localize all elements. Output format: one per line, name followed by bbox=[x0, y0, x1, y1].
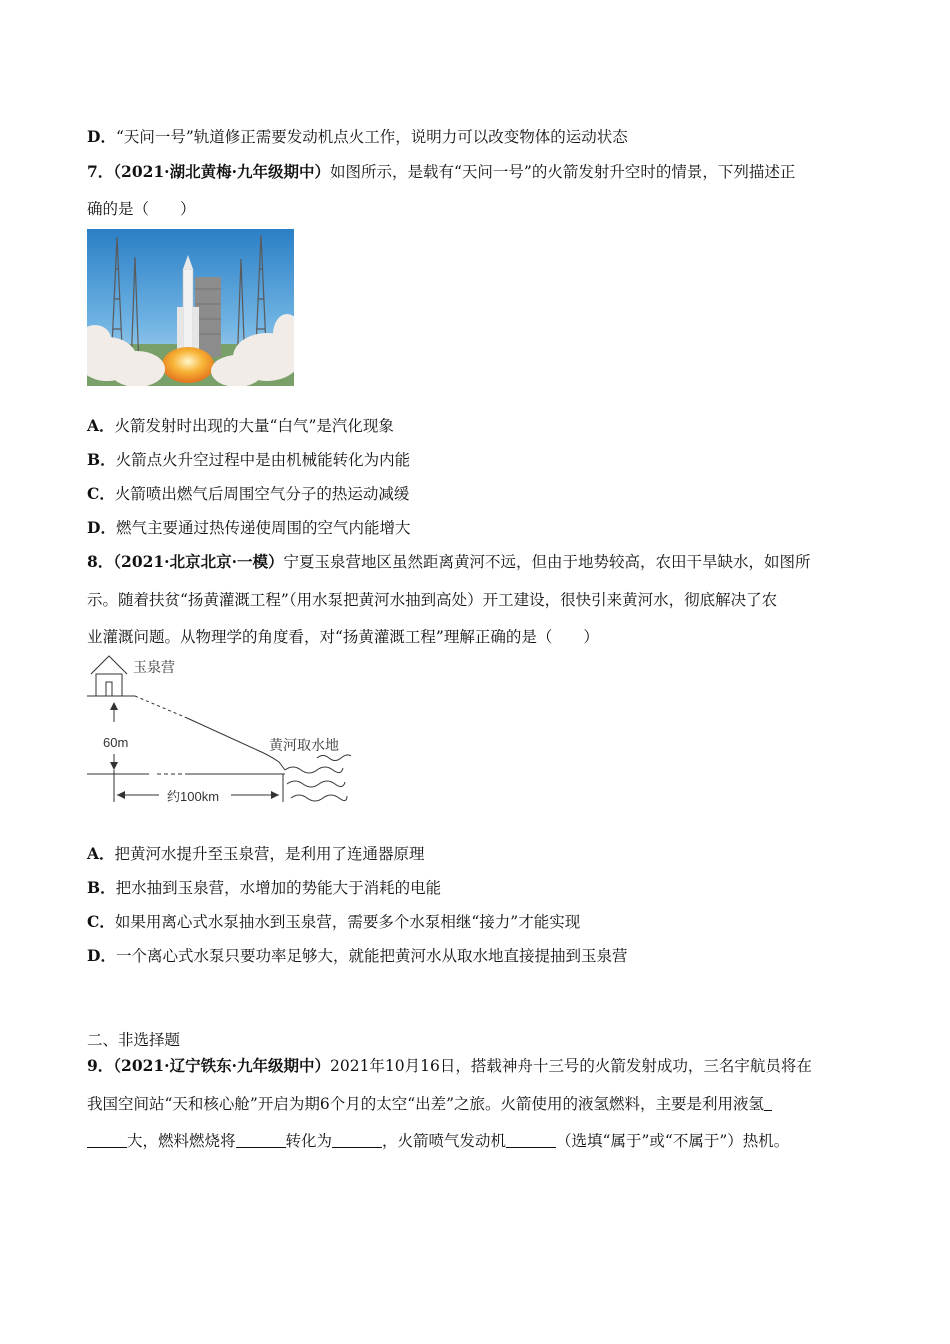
q8-option-d bbox=[87, 946, 627, 966]
option-text: 如果用离心式水泵抽水到玉泉营，需要多个水泵相继“接力”才能实现 bbox=[114, 913, 581, 931]
question-text: 转化为 bbox=[285, 1132, 333, 1150]
option-letter: C． bbox=[87, 912, 115, 931]
question-text: ，火箭喷气发动机 bbox=[382, 1132, 507, 1150]
option-letter: D． bbox=[87, 946, 116, 965]
q7-option-d bbox=[87, 518, 410, 538]
q8-option-a bbox=[87, 844, 425, 864]
option-text: 把黄河水提升至玉泉营，是利用了连通器原理 bbox=[114, 845, 425, 863]
question-text: 大，燃料燃烧将 bbox=[127, 1132, 236, 1150]
water-waves bbox=[285, 755, 351, 801]
option-text: 火箭点火升空过程中是由机械能转化为内能 bbox=[115, 451, 411, 469]
q7-option-c bbox=[87, 484, 409, 504]
question-text: 宁夏玉泉营地区虽然距离黄河不远，但由于地势较高，农田干旱缺水，如图所 bbox=[283, 553, 811, 571]
rocket-launch-image bbox=[87, 229, 294, 386]
answer-blank-3[interactable] bbox=[332, 1132, 382, 1148]
q9-stem-line1 bbox=[87, 1056, 812, 1076]
option-letter: A． bbox=[87, 416, 115, 435]
q6-option-d bbox=[87, 127, 628, 147]
option-letter: D． bbox=[87, 518, 116, 537]
question-text: 2021年10月16日，搭载神舟十三号的火箭发射成功，三名宇航员将在 bbox=[329, 1057, 812, 1075]
question-text: 如图所示，是载有“天问一号”的火箭发射升空时的情景，下列描述正 bbox=[329, 163, 796, 181]
option-letter: A． bbox=[87, 844, 115, 863]
question-source: （2021·辽宁铁东·九年级期中） bbox=[113, 1056, 330, 1075]
q8-stem-line2: 示。随着扶贫“扬黄灌溉工程”（用水泵把黄河水抽到高处）开工建设，很快引来黄河水，彻底解决了农 bbox=[87, 591, 778, 609]
option-text: 燃气主要通过热传递使周围的空气内能增大 bbox=[115, 519, 411, 537]
intake-label: 黄河取水地 bbox=[269, 737, 339, 753]
distance-label: 约100km bbox=[167, 789, 220, 804]
height-label: 60m bbox=[103, 735, 129, 750]
question-text: （选填“属于”或“不属于”）热机。 bbox=[556, 1132, 790, 1150]
option-text: 火箭喷出燃气后周围空气分子的热运动减缓 bbox=[114, 485, 410, 503]
q8-option-c bbox=[87, 912, 580, 932]
q8-stem-line3: 业灌溉问题。从物理学的角度看，对“扬黄灌溉工程”理解正确的是（ ） bbox=[87, 628, 599, 646]
q7-stem-line2: 确的是（ ） bbox=[87, 200, 196, 218]
section-title: 二、非选择题 bbox=[87, 1031, 181, 1049]
question-text: 我国空间站“天和核心舱”开启为期6个月的太空“出差”之旅。火箭使用的液氢燃料，主要是利用液氢 bbox=[87, 1095, 765, 1113]
q7-stem-line1 bbox=[87, 162, 795, 182]
option-letter: D． bbox=[87, 127, 116, 146]
question-number: 9． bbox=[87, 1056, 114, 1075]
option-text: 一个离心式水泵只要功率足够大，就能把黄河水从取水地直接提抽到玉泉营 bbox=[115, 947, 628, 965]
q7-option-b bbox=[87, 450, 410, 470]
q7-option-a bbox=[87, 416, 394, 436]
option-letter: B． bbox=[87, 450, 116, 469]
option-text: “天问一号”轨道修正需要发动机点火工作，说明力可以改变物体的运动状态 bbox=[115, 128, 628, 146]
question-source: （2021·湖北黄梅·九年级期中） bbox=[113, 162, 330, 181]
q9-stem-line3 bbox=[87, 1131, 789, 1151]
option-text: 火箭发射时出现的大量“白气”是汽化现象 bbox=[114, 417, 394, 435]
question-number: 7． bbox=[87, 162, 114, 181]
house-icon bbox=[91, 656, 127, 696]
q9-stem-line2 bbox=[87, 1094, 772, 1114]
answer-blank-1[interactable] bbox=[87, 1132, 127, 1148]
option-text: 把水抽到玉泉营，水增加的势能大于消耗的电能 bbox=[115, 879, 442, 897]
village-label: 玉泉营 bbox=[133, 659, 175, 675]
answer-blank-1a[interactable] bbox=[764, 1095, 772, 1111]
option-letter: B． bbox=[87, 878, 116, 897]
q8-stem-line1 bbox=[87, 552, 811, 572]
q8-option-b bbox=[87, 878, 441, 898]
option-letter: C． bbox=[87, 484, 115, 503]
terrain-diagram bbox=[87, 652, 357, 810]
question-source: （2021·北京北京·一模） bbox=[113, 552, 284, 571]
answer-blank-4[interactable] bbox=[506, 1132, 556, 1148]
question-number: 8． bbox=[87, 552, 114, 571]
answer-blank-2[interactable] bbox=[236, 1132, 286, 1148]
